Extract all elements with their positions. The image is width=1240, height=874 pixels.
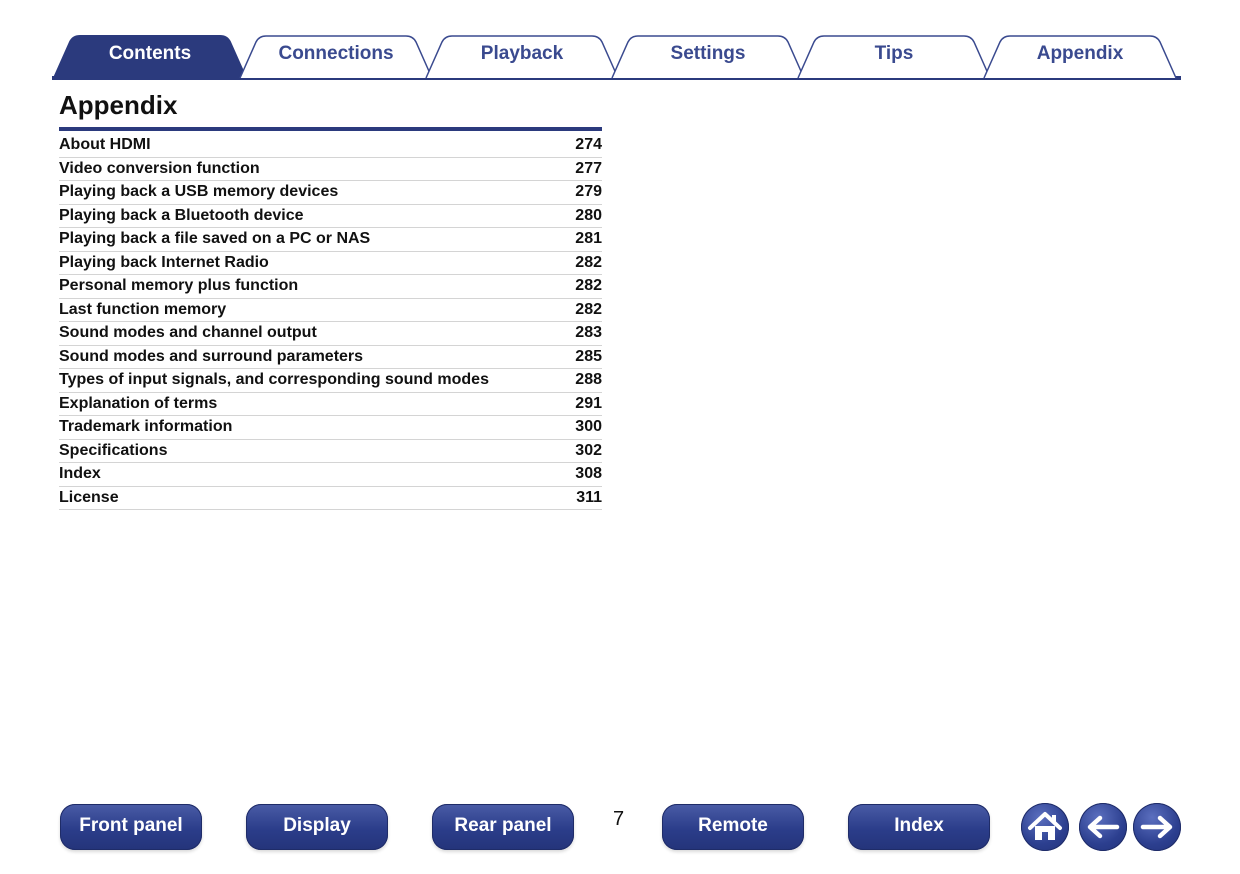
toc-item[interactable] — [59, 346, 602, 370]
toc-item[interactable] — [59, 487, 602, 511]
toc-item[interactable] — [59, 393, 602, 417]
tab-appendix[interactable] — [982, 34, 1178, 76]
tab-settings[interactable] — [610, 34, 806, 76]
toc-item-title: Last function memory — [59, 300, 227, 318]
toc-item-page: 274 — [575, 136, 602, 154]
toc-item-title: Index — [59, 465, 101, 483]
toc-item-title: Personal memory plus function — [59, 277, 299, 295]
forward-button[interactable] — [1133, 803, 1181, 851]
page-number: 7 — [613, 808, 625, 830]
back-button[interactable] — [1079, 803, 1127, 851]
toc-item-title: Playing back Internet Radio — [59, 253, 269, 271]
toc-item[interactable] — [59, 158, 602, 182]
toc-item-title: Sound modes and surround parameters — [59, 347, 364, 365]
tab-playback[interactable] — [424, 34, 620, 76]
rear-panel-button[interactable]: Rear panel — [432, 804, 574, 850]
section-divider — [59, 127, 602, 131]
toc-item-page: 282 — [575, 253, 602, 271]
toc-item-page: 281 — [575, 230, 602, 248]
remote-button[interactable]: Remote — [662, 804, 804, 850]
toc-item[interactable] — [59, 205, 602, 229]
toc-item-page: 282 — [575, 277, 602, 295]
tab-label: Contents — [108, 43, 192, 64]
toc-list — [59, 134, 602, 510]
arrow-left-icon — [1079, 803, 1127, 851]
toc-item-page: 291 — [575, 394, 602, 412]
front-panel-button[interactable]: Front panel — [60, 804, 202, 850]
index-button[interactable]: Index — [848, 804, 990, 850]
tab-tips[interactable] — [796, 34, 992, 76]
toc-item-title: Playing back a Bluetooth device — [59, 206, 304, 224]
tab-contents[interactable] — [52, 34, 248, 76]
toc-item-page: 308 — [575, 465, 602, 483]
toc-item-title: Playing back a USB memory devices — [59, 183, 339, 201]
toc-item[interactable] — [59, 181, 602, 205]
toc-item-page: 277 — [575, 159, 602, 177]
toc-item-title: License — [59, 488, 119, 506]
toc-item-page: 311 — [576, 488, 602, 506]
toc-item-page: 302 — [575, 441, 602, 459]
toc-item[interactable] — [59, 134, 602, 158]
toc-item-title: Trademark information — [59, 418, 233, 436]
toc-item-page: 300 — [575, 418, 602, 436]
section-title: Appendix — [59, 90, 178, 120]
toc-item-page: 285 — [575, 347, 602, 365]
toc-item-page: 279 — [575, 183, 602, 201]
tab-label: Tips — [874, 43, 914, 64]
toc-item[interactable] — [59, 440, 602, 464]
toc-item[interactable] — [59, 322, 602, 346]
toc-item[interactable] — [59, 228, 602, 252]
toc-item[interactable] — [59, 416, 602, 440]
toc-item[interactable] — [59, 252, 602, 276]
toc-item-page: 283 — [575, 324, 602, 342]
home-icon — [1021, 803, 1069, 851]
tab-label: Appendix — [1036, 43, 1124, 64]
toc-item-title: Playing back a file saved on a PC or NAS — [59, 230, 371, 248]
toc-item-title: Video conversion function — [59, 159, 260, 177]
arrow-right-icon — [1133, 803, 1181, 851]
toc-item[interactable] — [59, 463, 602, 487]
tab-bar — [52, 34, 1181, 80]
tab-label: Connections — [278, 43, 394, 64]
toc-item-title: About HDMI — [59, 136, 151, 154]
toc-item-page: 282 — [575, 300, 602, 318]
toc-item-page: 288 — [575, 371, 602, 389]
toc-item-page: 280 — [575, 206, 602, 224]
home-button[interactable] — [1021, 803, 1069, 851]
toc-item-title: Types of input signals, and corresponding sound modes — [59, 371, 489, 389]
toc-item[interactable] — [59, 299, 602, 323]
tab-label: Settings — [670, 43, 746, 64]
toc-item-title: Explanation of terms — [59, 394, 218, 412]
display-button[interactable]: Display — [246, 804, 388, 850]
toc-item-title: Specifications — [59, 441, 168, 459]
toc-item-title: Sound modes and channel output — [59, 324, 317, 342]
tab-connections[interactable] — [238, 34, 434, 76]
toc-item[interactable] — [59, 369, 602, 393]
toc-item[interactable] — [59, 275, 602, 299]
tab-label: Playback — [480, 43, 564, 64]
